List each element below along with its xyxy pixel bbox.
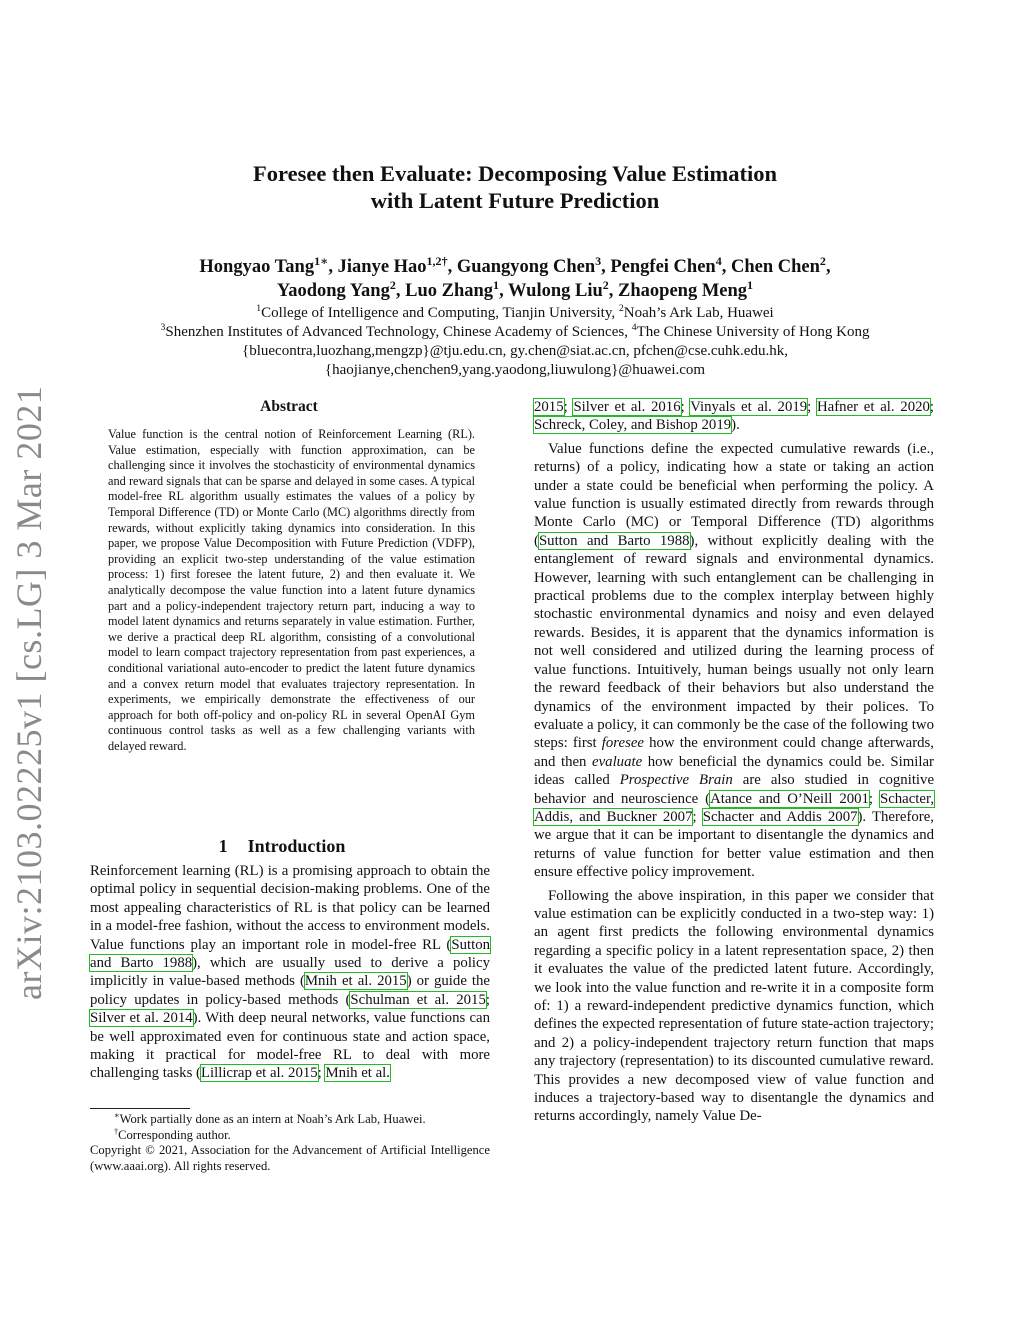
title-line-1: Foresee then Evaluate: Decomposing Value Estimation <box>253 161 777 186</box>
right-column <box>534 398 934 1126</box>
citation-link[interactable]: Silver et al. 2016 <box>573 399 681 415</box>
author-name: Yaodong Yang <box>276 281 390 301</box>
author-name: Pengfei Chen <box>610 257 716 277</box>
author-name: Chen Chen <box>730 257 820 277</box>
citation-link[interactable]: Mnih et al. 2015 <box>304 973 407 990</box>
paper-title <box>120 160 910 214</box>
citation-link[interactable]: Silver et al. 2014 <box>90 1010 193 1027</box>
abstract-body: Value function is the central notion of Reinforcement Learning (RL). Value estimation, especially with function approximation, can be challenging since it involves the stochasticity of environmental dynamics and reward signals that can be sparse and delayed in some cases. A typical model-free RL algorithm usually estimates the values of a policy by Temporal Difference (TD) or Monte Carlo (MC) algorithms directly from rewards, without explicitly taking dynamics into consideration. In this paper, we propose Value Decomposition with Future Prediction (VDFP), providing an explicit two-step understanding of the value estimation process: 1) first foresee the latent future, 2) and then evaluate it. We analytically decompose the value function into a latent future dynamics part and a policy-independent trajectory return part, inducing a way to model latent dynamics and returns separately in value estimation. Further, we derive a practical deep RL algorithm, consisting of a convolutional model to learn compact trajectory representation from past experiences, a conditional variational auto-encoder to predict the latent future dynamics and a convex return model that evaluates trajectory representation. In experiments, we empirically demonstrate the effectiveness of our approach for both off-policy and on-policy RL in several OpenAI Gym continuous control tasks as well as a few challenging variants with delayed reward. <box>108 427 475 753</box>
affiliation-text: Noah’s Ark Lab, Huawei <box>623 305 774 321</box>
citation-link[interactable]: Schulman et al. 2015 <box>350 991 486 1008</box>
citation-link[interactable]: Schacter and Addis 2007 <box>702 808 858 825</box>
abstract-heading: Abstract <box>260 398 318 415</box>
citation-link[interactable]: Schacter, Addis, and Buckner 2007 <box>534 790 935 825</box>
arxiv-identifier: arXiv:2103.02225v1 [cs.LG] 3 Mar 2021 <box>9 385 49 1000</box>
section-heading <box>92 836 492 857</box>
citation-link[interactable]: Mnih et al. <box>325 1065 390 1082</box>
author-name: Jianye Hao <box>337 257 427 277</box>
footnotes: ∗Work partially done as an intern at Noah’s Ark Lab, Huawei. †Corresponding author. Copyright © 2021, Association for the Advancement of Artificial Intelligence (www.aaai.org). All rights reserved. <box>90 1110 490 1173</box>
citation-link[interactable]: Vinyals et al. 2019 <box>690 399 808 415</box>
section-number: 1 <box>218 836 228 856</box>
citation-link[interactable]: Hafner et al. 2020 <box>817 399 930 415</box>
author-name: Wulong Liu <box>507 281 603 301</box>
affiliation-text: College of Intelligence and Computing, Tianjin University, <box>261 305 619 321</box>
affiliation-text: The Chinese University of Hong Kong <box>636 324 870 340</box>
citation-link[interactable]: Schreck, Coley, and Bishop 2019 <box>534 417 732 434</box>
author-name: Hongyao Tang <box>199 257 315 277</box>
email-line: {bluecontra,luozhang,mengzp}@tju.edu.cn, gy.chen@siat.ac.cn, pfchen@cse.cuhk.edu.hk, <box>242 343 788 359</box>
copyright-notice: Copyright © 2021, Association for the Advancement of Artificial Intelligence (www.aaai.org). All rights reserved. <box>90 1143 490 1173</box>
citation-link[interactable]: Sutton and Barto 1988 <box>538 532 690 549</box>
paragraph-continuation: 2015; Silver et al. 2016; Vinyals et al. 2019; Hafner et al. 2020; Schreck, Coley, and Bishop 2019). <box>534 399 935 434</box>
footnote-text: Corresponding author. <box>118 1127 231 1142</box>
author-list: Hongyao Tang$^{1∗}$, Jianye Hao$^{1,2\dagger}$, Guangyong Chen$^3$, Pengfei Chen$^4$, Chen Chen$^2$, Yaodong Yang$^2$, Luo Zhang$^1$, Wulong Liu$^2$, Zhaopeng Meng$^1$ <box>199 253 831 301</box>
citation-link[interactable]: Atance and O’Neill 2001 <box>710 790 869 807</box>
author-name: Zhaopeng Meng <box>618 281 748 301</box>
affiliation-text: Shenzhen Institutes of Advanced Technology, Chinese Academy of Sciences, <box>165 324 632 340</box>
footnote-rule <box>90 1108 190 1109</box>
citation-link[interactable]: Sutton and Barto 1988 <box>90 936 490 972</box>
author-name: Guangyong Chen <box>456 257 596 277</box>
paragraph: Value functions define the expected cumulative rewards (i.e., returns) of a policy, indicating how a state or taking an action under a state could be beneficial when performing the policy. A value function is usually estimated directly from rewards through Monte Carlo (MC) or Temporal Difference (TD) algorithms (Sutton and Barto 1988), without explicitly dealing with the entanglement of reward signals and environmental dynamics. However, learning with such entanglement can be challenging in practical problems due to the complex interplay between highly stochastic environmental dynamics and noisy and even delayed rewards. Besides, it is apparent that the dynamics information is not well considered and utilized during the learning process of value functions. Intuitively, human beings usually not only learn the reward feedback of their behaviors but also understand the dynamics of the environment impacted by their polices. To evaluate a policy, it can commonly be the case of the following two steps: first foresee how the environment could change afterwards, and then evaluate how beneficial the dynamics could be. Similar ideas called Prospective Brain are also studied in cognitive behavior and neuroscience (Atance and O’Neill 2001; Schacter, Addis, and Buckner 2007; Schacter and Addis 2007). Therefore, we argue that it can be important to disentangle the dynamics and returns of value function for better value estimation and then ensure effective policy improvement. <box>534 440 935 881</box>
title-line-2: with Latent Future Prediction <box>370 188 660 213</box>
paragraph: Following the above inspiration, in this paper we consider that value estimation can be explicitly conducted in a two-step way: 1) an agent first predicts the following environmental dynamics regarding a specific policy in a latent representation space, 2) then it evaluates the value of the predicted latent future. Accordingly, we look into the value function and re-write it in a composite form of: 1) a reward-independent predictive dynamics function, which defines the expected representation of future state-action trajectory; and 2) a policy-independent trajectory return function that maps any trajectory (representation) to its discounted cumulative reward. This provides a new decomposed view of value function and induces a trajectory-based way to disentangle the dynamics and returns accordingly, namely Value De- <box>534 887 934 1125</box>
footnote-text: Work partially done as an intern at Noah’s Ark Lab, Huawei. <box>119 1112 426 1126</box>
section-title: Introduction <box>247 836 346 856</box>
email-line: {haojianye,chenchen9,yang.yaodong,liuwulong}@huawei.com <box>324 362 706 378</box>
affiliations: $^1$College of Intelligence and Computing, Tianjin University, $^2$Noah’s Ark Lab, Huawei $^3$Shenzhen Institutes of Advanced Technology, Chinese Academy of Sciences, $^4$The Chinese University of Hong Kong {bluecontra,luozhang,mengzp}@tju.edu.cn, gy.chen@siat.ac.cn, pfchen@cse.cuhk.edu.hk, {haojianye,chenchen9,yang.yaodong,liuwulong}@huawei.com <box>100 304 930 380</box>
author-name: Luo Zhang <box>405 281 494 301</box>
intro-paragraph: Reinforcement learning (RL) is a promising approach to obtain the optimal policy in sequential decision-making problems. One of the most appealing characteristics of RL is that policy can be learned in a model-free fashion, without the access to environment models. Value functions play an important role in model-free RL (Sutton and Barto 1988), which are usually used to derive a policy implicitly in value-based methods (Mnih et al. 2015) or guide the policy updates in policy-based methods (Schulman et al. 2015; Silver et al. 2014). With deep neural networks, value functions can be well approximated even for continuous state and action space, making it practical for model-free RL to deal with more challenging tasks (Lillicrap et al. 2015; Mnih et al. <box>90 863 491 1082</box>
citation-link[interactable]: 2015 <box>534 399 564 415</box>
citation-link[interactable]: Lillicrap et al. 2015 <box>200 1065 318 1082</box>
